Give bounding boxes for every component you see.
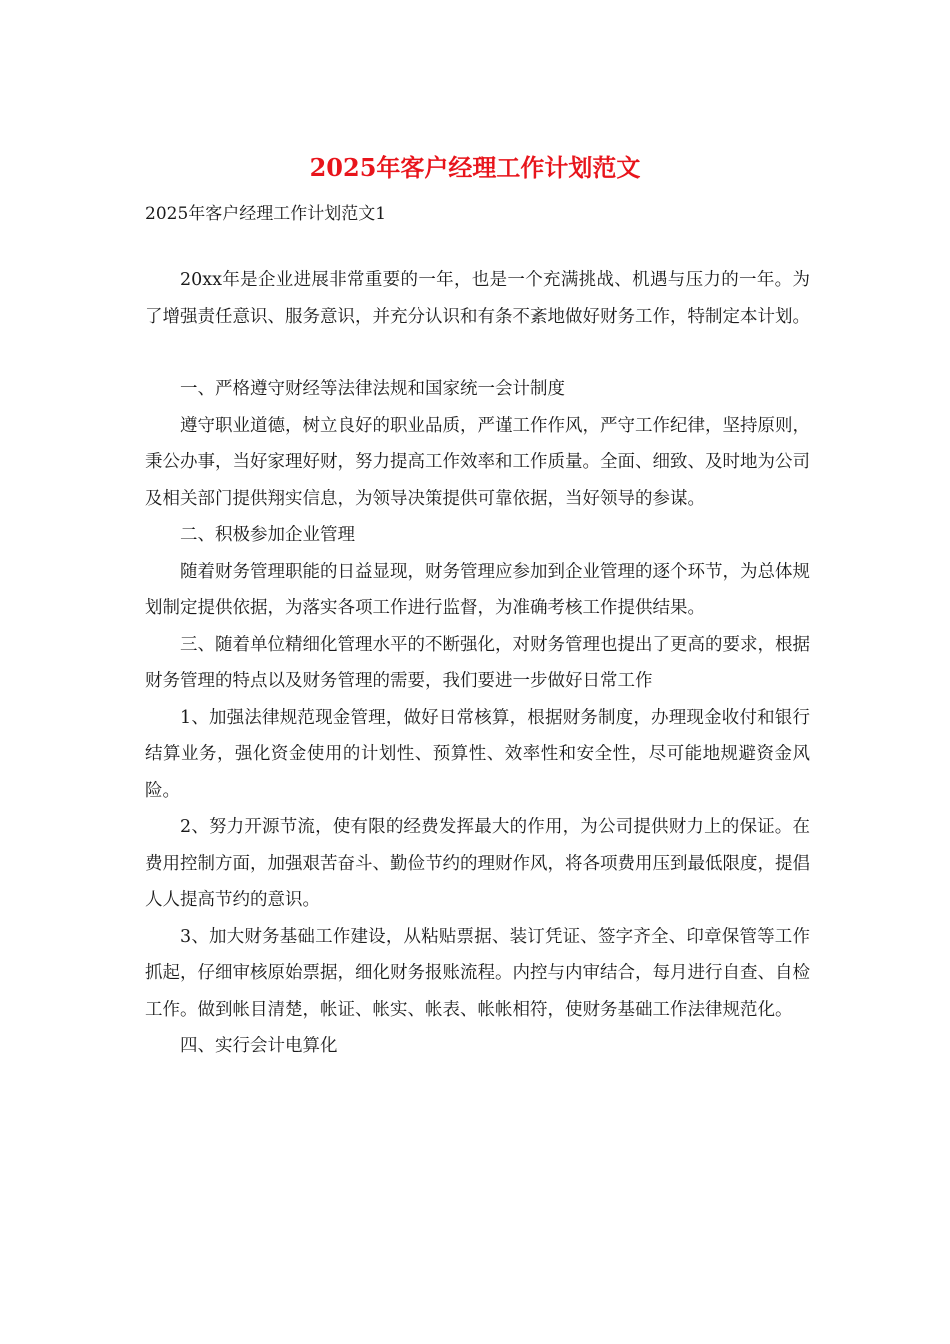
- document-title: 2025年客户经理工作计划范文: [309, 153, 641, 182]
- section-heading-4: 四、实行会计电算化: [180, 1036, 338, 1056]
- paragraph-section-2: 随着财务管理职能的日益显现，财务管理应参加到企业管理的逐个环节，为总体规划制定提供依据，为落实各项工作进行监督，为准确考核工作提供结果。: [145, 561, 810, 618]
- list-item-1: 1、加强法律规范现金管理，做好日常核算，根据财务制度，办理现金收付和银行结算业务，强化资金使用的计划性、预算性、效率性和安全性，尽可能地规避资金风险。: [145, 707, 810, 801]
- section-heading-2: 二、积极参加企业管理: [180, 525, 355, 545]
- list-item-3: 3、加大财务基础工作建设，从粘贴票据、装订凭证、签字齐全、印章保管等工作抓起，仔细审核原始票据，细化财务报账流程。内控与内审结合，每月进行自查、自检工作。做到帐目清楚，帐证、帐实、帐表、帐帐相符，使财务基础工作法律规范化。: [145, 926, 810, 1020]
- section-heading-1: 一、严格遵守财经等法律法规和国家统一会计制度: [180, 379, 565, 399]
- document-subtitle: 2025年客户经理工作计划范文1: [145, 204, 387, 224]
- list-item-2: 2、努力开源节流，使有限的经费发挥最大的作用，为公司提供财力上的保证。在费用控制方面，加强艰苦奋斗、勤俭节约的理财作风，将各项费用压到最低限度，提倡人人提高节约的意识。: [145, 817, 810, 910]
- paragraph-spacer: [145, 335, 810, 371]
- section-heading-3: 三、随着单位精细化管理水平的不断强化，对财务管理也提出了更高的要求，根据财务管理的特点以及财务管理的需要，我们要进一步做好日常工作: [145, 634, 810, 691]
- paragraph-section-1: 遵守职业道德，树立良好的职业品质，严谨工作作风，严守工作纪律，坚持原则，秉公办事，当好家理好财，努力提高工作效率和工作质量。全面、细致、及时地为公司及相关部门提供翔实信息，为领导决策提供可靠依据，当好领导的参谋。: [145, 415, 810, 509]
- document-body: [145, 262, 810, 1065]
- paragraph-intro: 20xx年是企业进展非常重要的一年，也是一个充满挑战、机遇与压力的一年。为了增强责任意识、服务意识，并充分认识和有条不紊地做好财务工作，特制定本计划。: [145, 270, 810, 327]
